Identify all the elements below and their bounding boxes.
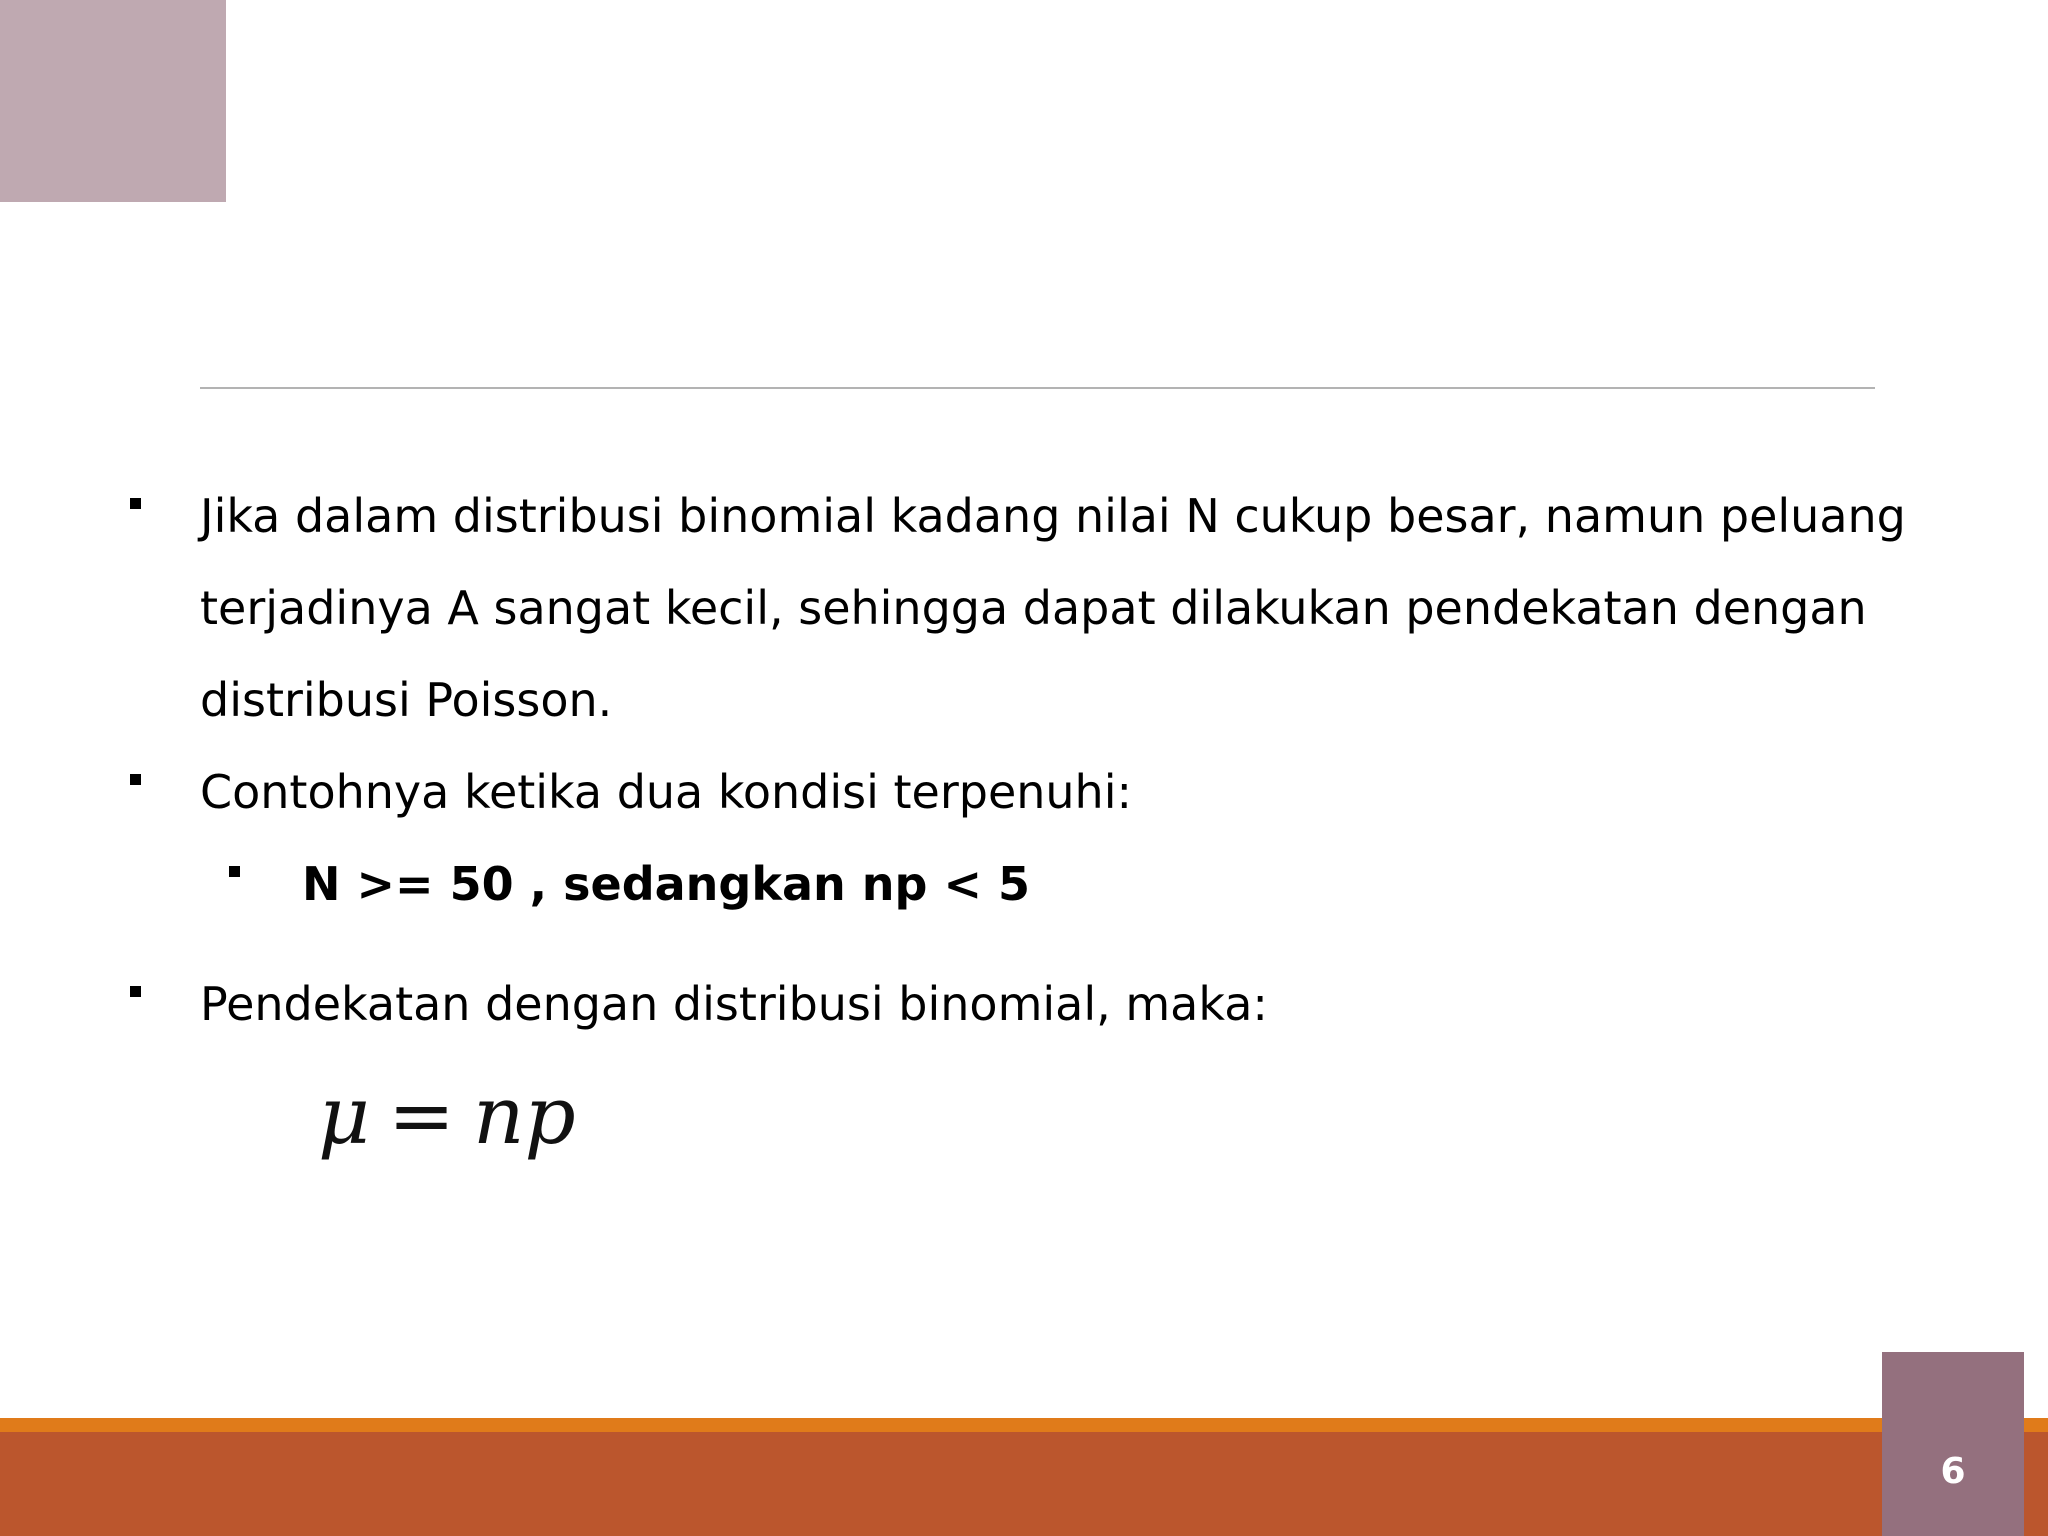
bullet-marker-1	[130, 498, 141, 509]
page-number-box	[1882, 1352, 2024, 1536]
bullet-2-line-1: Contohnya ketika dua kondisi terpenuhi:	[200, 765, 1132, 819]
mean-formula	[318, 1066, 576, 1166]
bullet-marker-2	[130, 774, 141, 785]
title-divider	[200, 387, 1875, 389]
corner-accent-block	[0, 0, 226, 202]
page-number: 6	[1940, 1451, 1966, 1492]
formula-np: np	[473, 1069, 576, 1162]
bullet-3-line-1: Pendekatan dengan distribusi binomial, maka:	[200, 977, 1268, 1031]
bullet-1-line-2: terjadinya A sangat kecil, sehingga dapat dilakukan pendekatan dengan	[200, 581, 1867, 635]
footer-orange-stripe	[0, 1418, 2048, 1432]
sub-bullet-condition: N >= 50 , sedangkan np < 5	[302, 857, 1031, 911]
bullet-1-line-3: distribusi Poisson.	[200, 673, 613, 727]
bullet-marker-3	[130, 986, 141, 997]
sub-bullet-marker-1	[229, 866, 240, 877]
formula-mu: μ	[318, 1069, 370, 1162]
formula-equals: =	[388, 1069, 456, 1162]
footer-band	[0, 1432, 2048, 1536]
bullet-1-line-1: Jika dalam distribusi binomial kadang nilai N cukup besar, namun peluang	[200, 489, 1906, 543]
